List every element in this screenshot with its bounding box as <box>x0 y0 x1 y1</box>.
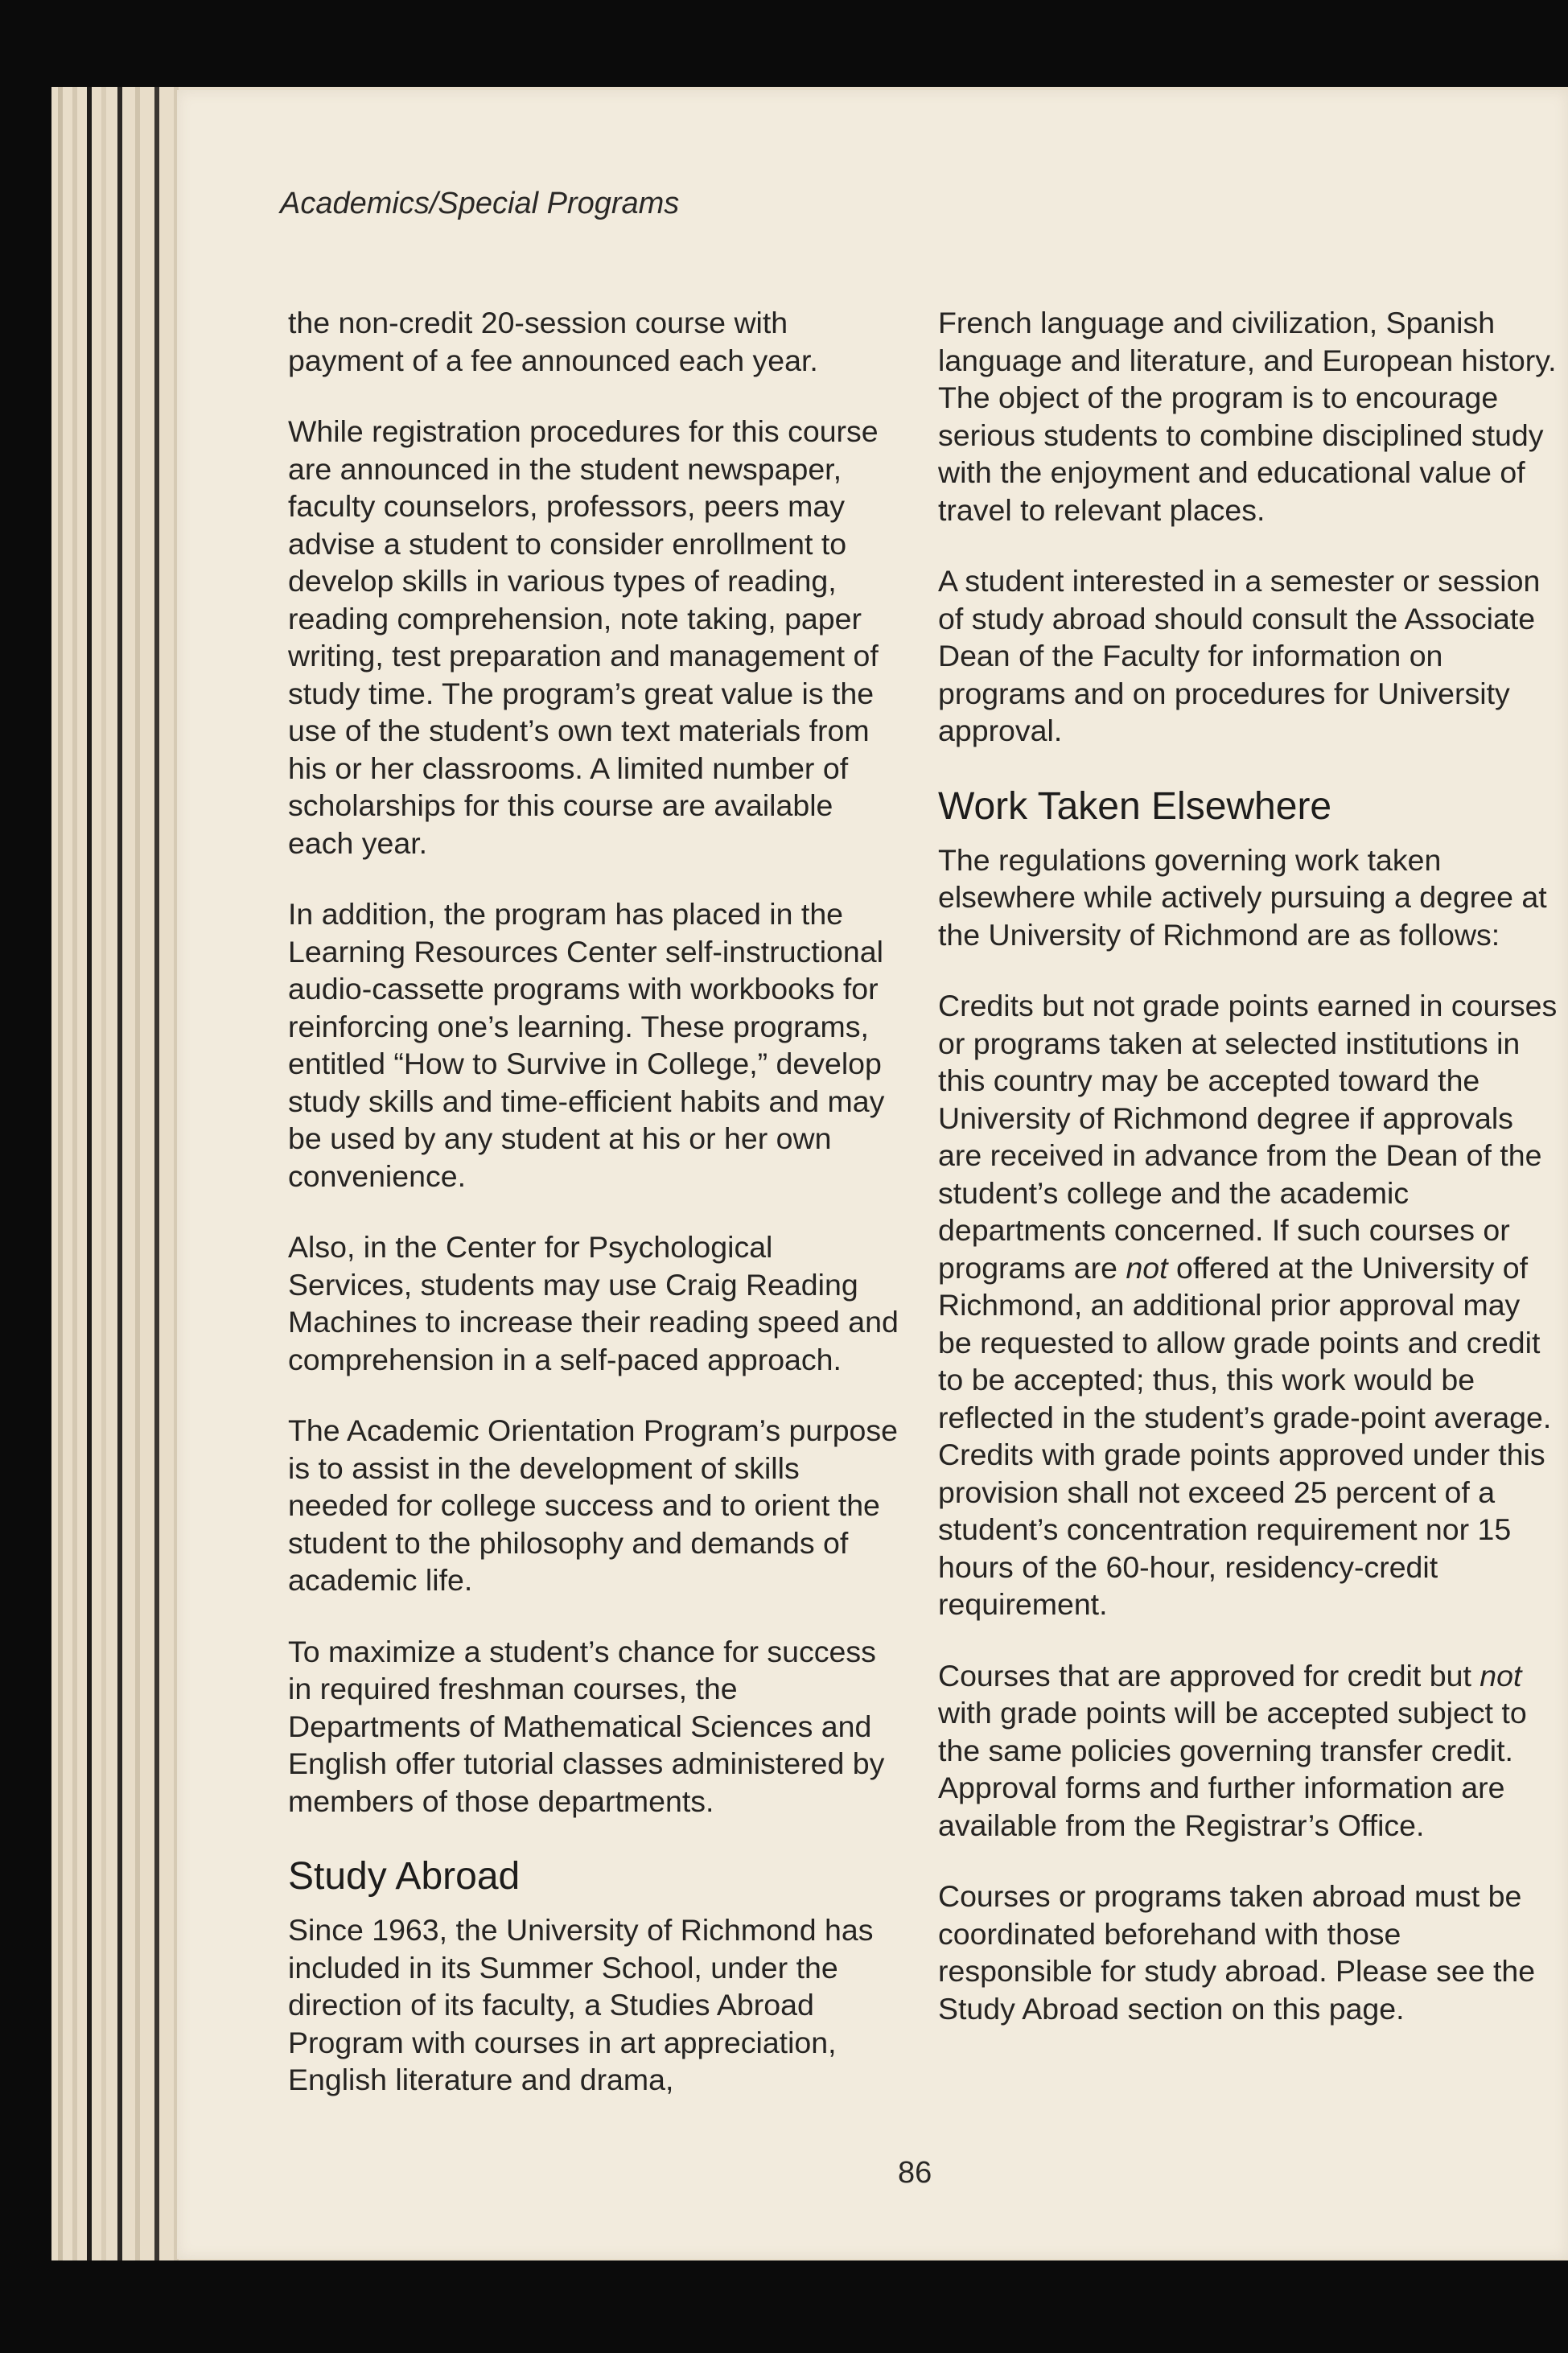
paragraph: A student interested in a semester or session of study abroad should consult the Associate Dean of the Faculty for information on programs and on procedures for University approval. <box>938 564 1541 747</box>
paragraph: In addition, the program has placed in the Learning Resources Center self-instructional audio-cassette programs with workbooks for reinforcing one’s learning. These programs, entitled “How to Survive in College,” develop study skills and time-efficient habits and may be used by any student at his or her own convenience. <box>288 897 885 1193</box>
section-heading-study-abroad: Study Abroad <box>288 1855 521 1898</box>
paragraph-text: Courses that are approved for credit but <box>938 1658 1480 1693</box>
emphasis-text: not <box>1480 1658 1522 1693</box>
paragraph-text: Credits but not grade points earned in courses or programs taken at selected institutions in this country may be accepted toward the University of Richmond degree if approvals are received in advance from the Dean of the student’s college and the academic departments concerned. If such courses or programs are <box>938 989 1558 1285</box>
paragraph-text: offered at the University of Richmond, an additional prior approval may be requested to allow grade points and credit to be accepted; thus, this work would be reflected in the student’s grade-point average. Credits with grade points approved under this provision shall not exceed 25 percent of a student’s concentration requirement nor 15 hours of the 60-hour, residency-credit requirement. <box>938 1250 1552 1621</box>
paragraph-text: with grade points will be accepted subject to the same policies governing transfer credit. Approval forms and further information are available from the Registrar’s Office. <box>938 1696 1527 1842</box>
paragraph: Since 1963, the University of Richmond has included in its Summer School, under the direction of its faculty, a Studies Abroad Program with courses in art appreciation, English literature and drama, <box>288 1913 874 2096</box>
left-column <box>288 304 899 2133</box>
page-edge <box>135 87 140 2260</box>
page-edge <box>58 87 63 2260</box>
page-edge <box>87 87 92 2260</box>
section-heading-work-taken-elsewhere: Work Taken Elsewhere <box>938 784 1332 828</box>
paragraph: The Academic Orientation Program’s purpose is to assist in the development of skills needed for college success and to orient the student to the philosophy and demands of academic life. <box>288 1413 899 1597</box>
emphasis-text: not <box>1126 1250 1168 1285</box>
paragraph: the non-credit 20-session course with payment of a fee announced each year. <box>288 306 818 377</box>
page-edge <box>154 87 159 2260</box>
paragraph <box>938 987 1558 1623</box>
page-edge <box>117 87 122 2260</box>
right-column <box>938 304 1558 2061</box>
page-number: 86 <box>898 2156 932 2190</box>
paragraph: Courses or programs taken abroad must be coordinated beforehand with those responsible for study abroad. Please see the Study Abroad section on this page. <box>938 1879 1536 2026</box>
paragraph: Also, in the Center for Psychological Services, students may use Craig Reading Machines to increase their reading speed and comprehension in a self-paced approach. <box>288 1230 899 1376</box>
paragraph: French language and civilization, Spanish language and literature, and European history. The object of the program is to encourage serious students to combine disciplined study with the enjoyment and educational value of travel to relevant places. <box>938 306 1557 527</box>
page-edge <box>72 87 77 2260</box>
running-head: Academics/Special Programs <box>280 187 680 220</box>
page-edge <box>101 87 106 2260</box>
paragraph: To maximize a student’s chance for success in required freshman courses, the Departments of Mathematical Sciences and English offer tutorial classes administered by members of those departments. <box>288 1634 885 1818</box>
paragraph <box>938 1657 1558 1845</box>
paragraph: The regulations governing work taken elsewhere while actively pursuing a degree at the University of Richmond are as follows: <box>938 842 1547 952</box>
paragraph: While registration procedures for this course are announced in the student newspaper, faculty counselors, professors, peers may advise a student to consider enrollment to develop skills in various types of reading, reading comprehension, note taking, paper writing, test preparation and management of study time. The program’s great value is the use of the student’s own text materials from his or her classrooms. A limited number of scholarships for this course are available each year. <box>288 414 879 860</box>
